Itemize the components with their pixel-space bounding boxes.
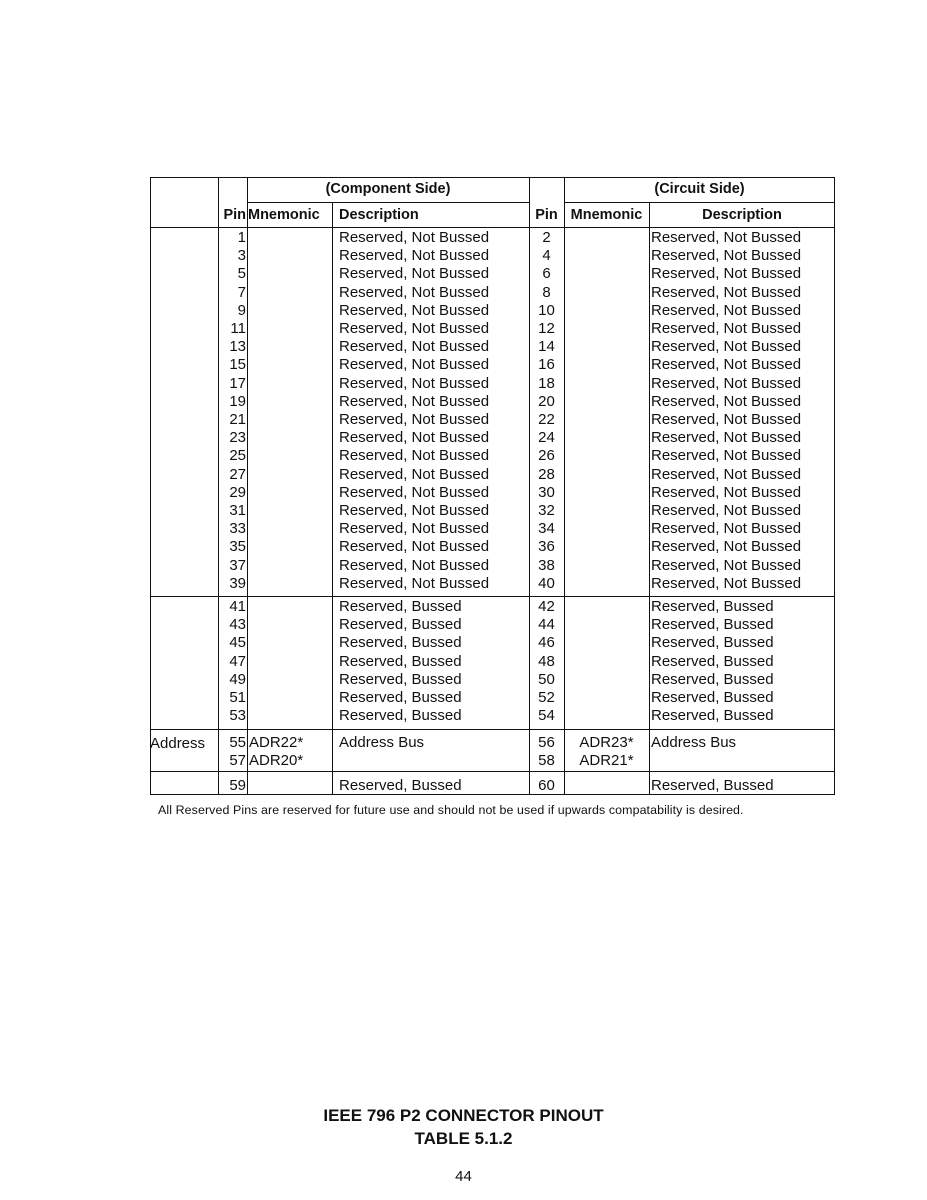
group-divider bbox=[150, 596, 835, 597]
component-description: Reserved, Not Bussed bbox=[339, 374, 490, 392]
circuit-pin: 38 bbox=[538, 556, 555, 574]
component-description: Reserved, Not Bussed bbox=[339, 502, 490, 519]
circuit-pin: 26 bbox=[538, 447, 555, 465]
circuit-pin: 20 bbox=[538, 392, 555, 410]
component-description: Reserved, Bussed bbox=[339, 634, 462, 652]
circuit-description: Reserved, Not Bussed bbox=[651, 320, 802, 337]
circuit-description: Reserved, Not Bussed bbox=[651, 374, 802, 392]
component-description: Address Bus bbox=[339, 734, 425, 751]
component-description: Reserved, Not Bussed bbox=[339, 465, 490, 483]
component-description: Reserved, Not Bussed bbox=[339, 429, 490, 447]
circuit-pin: 10 bbox=[538, 301, 555, 319]
component-pin: 49 bbox=[229, 670, 246, 688]
table-title: IEEE 796 P2 CONNECTOR PINOUT bbox=[323, 1106, 604, 1125]
circuit-description: Reserved, Not Bussed bbox=[651, 538, 802, 556]
component-pin: 55 bbox=[229, 734, 246, 751]
component-pin: 41 bbox=[229, 598, 246, 615]
component-description: Reserved, Bussed bbox=[339, 777, 462, 794]
circuit-mnemonic: ADR23* bbox=[579, 734, 634, 751]
table-border-right bbox=[834, 177, 835, 794]
column-divider bbox=[332, 202, 333, 794]
circuit-description: Reserved, Not Bussed bbox=[651, 502, 802, 519]
component-pin: 23 bbox=[229, 429, 246, 447]
circuit-pin: 28 bbox=[538, 465, 555, 483]
header-bottom-rule bbox=[150, 227, 835, 228]
pin-header: Pin bbox=[535, 207, 558, 223]
circuit-description: Reserved, Not Bussed bbox=[651, 574, 802, 592]
component-description: Reserved, Not Bussed bbox=[339, 265, 490, 283]
column-divider bbox=[247, 177, 248, 794]
circuit-description: Reserved, Not Bussed bbox=[651, 483, 802, 501]
circuit-description: Reserved, Bussed bbox=[651, 652, 774, 670]
circuit-side-header: (Circuit Side) bbox=[654, 181, 745, 197]
component-pin: 53 bbox=[229, 707, 246, 725]
component-pin: 45 bbox=[229, 634, 246, 652]
component-pin: 51 bbox=[229, 689, 246, 706]
circuit-description: Reserved, Bussed bbox=[651, 670, 774, 688]
footnote: All Reserved Pins are reserved for future use and should not be used if upwards compatability is desired. bbox=[158, 803, 744, 817]
component-description: Reserved, Not Bussed bbox=[339, 538, 490, 556]
circuit-pin: 42 bbox=[538, 598, 555, 615]
circuit-pin: 22 bbox=[538, 411, 555, 428]
circuit-description: Reserved, Not Bussed bbox=[651, 447, 802, 465]
circuit-pin: 12 bbox=[538, 320, 555, 337]
component-description: Reserved, Not Bussed bbox=[339, 283, 490, 301]
circuit-description: Address Bus bbox=[651, 734, 737, 751]
mnemonic-header: Mnemonic bbox=[570, 207, 643, 223]
circuit-description: Reserved, Not Bussed bbox=[651, 520, 802, 538]
component-side-header: (Component Side) bbox=[325, 181, 451, 197]
circuit-description: Reserved, Bussed bbox=[651, 634, 774, 652]
circuit-pin: 46 bbox=[538, 634, 555, 652]
description-header: Description bbox=[702, 207, 782, 223]
component-pin: 5 bbox=[237, 265, 246, 283]
circuit-pin: 52 bbox=[538, 689, 555, 706]
component-pin: 39 bbox=[229, 574, 246, 592]
component-description: Reserved, Not Bussed bbox=[339, 229, 490, 246]
component-description: Reserved, Not Bussed bbox=[339, 320, 490, 337]
component-pin: 25 bbox=[229, 447, 246, 465]
circuit-description: Reserved, Bussed bbox=[651, 777, 774, 794]
mnemonic-header: Mnemonic bbox=[248, 207, 320, 223]
circuit-description: Reserved, Not Bussed bbox=[651, 392, 802, 410]
circuit-pin: 56 bbox=[538, 734, 555, 751]
component-description: Reserved, Not Bussed bbox=[339, 338, 490, 356]
circuit-pin: 36 bbox=[538, 538, 555, 556]
circuit-pin: 32 bbox=[538, 502, 555, 519]
circuit-description: Reserved, Not Bussed bbox=[651, 265, 802, 283]
circuit-description: Reserved, Bussed bbox=[651, 598, 774, 615]
circuit-pin: 30 bbox=[538, 483, 555, 501]
component-pin: 43 bbox=[229, 616, 246, 634]
component-description: Reserved, Not Bussed bbox=[339, 483, 490, 501]
circuit-pin: 24 bbox=[538, 429, 555, 447]
component-description: Reserved, Not Bussed bbox=[339, 411, 490, 428]
component-pin: 15 bbox=[229, 356, 246, 374]
component-pin: 13 bbox=[229, 338, 246, 356]
component-pin: 11 bbox=[230, 320, 246, 337]
circuit-pin: 40 bbox=[538, 574, 555, 592]
component-pin: 37 bbox=[229, 556, 246, 574]
circuit-pin: 34 bbox=[538, 520, 555, 538]
circuit-description: Reserved, Not Bussed bbox=[651, 301, 802, 319]
circuit-description: Reserved, Bussed bbox=[651, 616, 774, 634]
component-pin: 19 bbox=[229, 392, 246, 410]
circuit-description: Reserved, Not Bussed bbox=[651, 283, 802, 301]
component-description: Reserved, Not Bussed bbox=[339, 301, 490, 319]
component-pin: 33 bbox=[229, 520, 246, 538]
circuit-mnemonic: ADR21* bbox=[579, 752, 634, 770]
circuit-pin: 2 bbox=[542, 229, 551, 246]
circuit-description: Reserved, Not Bussed bbox=[651, 247, 802, 265]
circuit-description: Reserved, Not Bussed bbox=[651, 411, 802, 428]
table-border-left bbox=[150, 177, 151, 794]
group-divider bbox=[150, 771, 835, 772]
circuit-pin: 16 bbox=[538, 356, 555, 374]
circuit-description: Reserved, Bussed bbox=[651, 689, 774, 706]
component-pin: 35 bbox=[229, 538, 246, 556]
circuit-pin: 54 bbox=[538, 707, 555, 725]
header-divider bbox=[564, 202, 835, 203]
circuit-pin: 4 bbox=[542, 247, 551, 265]
circuit-description: Reserved, Not Bussed bbox=[651, 465, 802, 483]
component-description: Reserved, Not Bussed bbox=[339, 520, 490, 538]
component-description: Reserved, Not Bussed bbox=[339, 556, 490, 574]
component-pin: 7 bbox=[237, 283, 246, 301]
component-pin: 1 bbox=[237, 229, 246, 246]
component-description: Reserved, Bussed bbox=[339, 670, 462, 688]
component-pin: 27 bbox=[229, 465, 246, 483]
component-pin: 17 bbox=[229, 374, 246, 392]
component-description: Reserved, Not Bussed bbox=[339, 447, 490, 465]
pinout-table bbox=[150, 177, 835, 794]
circuit-pin: 48 bbox=[538, 652, 555, 670]
component-description: Reserved, Not Bussed bbox=[339, 574, 490, 592]
circuit-description: Reserved, Not Bussed bbox=[651, 356, 802, 374]
circuit-pin: 58 bbox=[538, 752, 555, 770]
component-pin: 59 bbox=[229, 777, 246, 794]
component-description: Reserved, Bussed bbox=[339, 616, 462, 634]
component-pin: 9 bbox=[237, 301, 246, 319]
circuit-pin: 44 bbox=[538, 616, 555, 634]
group-label: Address bbox=[150, 735, 206, 752]
component-description: Reserved, Bussed bbox=[339, 598, 462, 615]
component-pin: 57 bbox=[229, 752, 246, 770]
component-description: Reserved, Bussed bbox=[339, 707, 462, 725]
component-pin: 21 bbox=[229, 411, 246, 428]
circuit-description: Reserved, Not Bussed bbox=[651, 229, 802, 246]
circuit-description: Reserved, Not Bussed bbox=[651, 429, 802, 447]
circuit-pin: 18 bbox=[538, 374, 555, 392]
circuit-pin: 14 bbox=[538, 338, 555, 356]
circuit-description: Reserved, Not Bussed bbox=[651, 338, 802, 356]
component-pin: 47 bbox=[229, 652, 246, 670]
component-description: Reserved, Not Bussed bbox=[339, 392, 490, 410]
description-header: Description bbox=[339, 207, 419, 223]
component-description: Reserved, Not Bussed bbox=[339, 356, 490, 374]
component-description: Reserved, Bussed bbox=[339, 689, 462, 706]
component-mnemonic: ADR20* bbox=[249, 752, 304, 770]
column-divider bbox=[649, 202, 650, 794]
component-mnemonic: ADR22* bbox=[249, 734, 304, 751]
component-description: Reserved, Not Bussed bbox=[339, 247, 490, 265]
component-pin: 3 bbox=[237, 247, 246, 265]
circuit-pin: 50 bbox=[538, 670, 555, 688]
header-divider bbox=[247, 202, 529, 203]
component-pin: 29 bbox=[229, 483, 246, 501]
table-border-top bbox=[150, 177, 835, 178]
table-number: TABLE 5.1.2 bbox=[414, 1129, 513, 1148]
page-number: 44 bbox=[455, 1168, 472, 1185]
column-divider bbox=[564, 177, 565, 794]
group-divider bbox=[150, 729, 835, 730]
circuit-description: Reserved, Bussed bbox=[651, 707, 774, 725]
pin-header: Pin bbox=[223, 207, 246, 223]
circuit-description: Reserved, Not Bussed bbox=[651, 556, 802, 574]
circuit-pin: 8 bbox=[542, 283, 551, 301]
circuit-pin: 60 bbox=[538, 777, 555, 794]
component-pin: 31 bbox=[229, 502, 246, 519]
component-description: Reserved, Bussed bbox=[339, 652, 462, 670]
circuit-pin: 6 bbox=[542, 265, 551, 283]
